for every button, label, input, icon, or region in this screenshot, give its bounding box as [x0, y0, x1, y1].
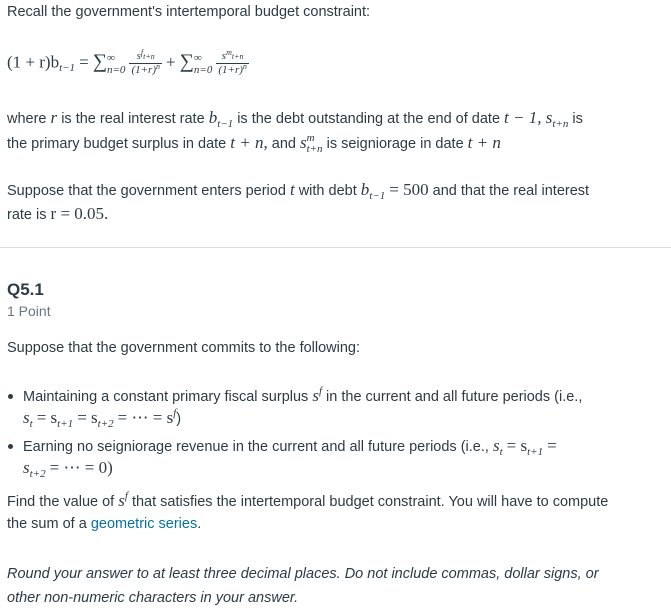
rounding-note-line-2: other non-numeric characters in your answer.	[7, 590, 299, 606]
fraction-fiscal: $\frac{s^ft+n}{(1+r)^n}$	[131, 48, 160, 76]
rounding-note-line-1: Round your answer to at least three decimal places. Do not include commas, dollar signs, or	[7, 566, 599, 582]
bullet-2-line-1: Earning no seigniorage revenue in the current and all future periods (i.e., $s_t = s_{t+1}$ =	[23, 436, 557, 458]
bullet-dot	[8, 394, 13, 399]
setup-line-1: Suppose that the government enters period t with debt $b_{t-1} = 500$ and that the real interest	[7, 180, 590, 202]
eq-lhs: (1 + r)b	[7, 52, 60, 72]
question-title: Q5.1	[7, 280, 44, 299]
bullet-dot	[8, 444, 13, 449]
intro-text: Recall the government's intertemporal budget constraint:	[7, 4, 371, 20]
question-prompt: Suppose that the government commits to the following:	[7, 340, 361, 356]
budget-constraint-equation: $(1 + r)b_{t-1}$ = ∑ ∞ n=0 $\frac{s^ft+n}{(1+r)^n}$ + ∑ ∞ n=0 $\frac{s^mt+n}{(1+r)^n}$	[7, 48, 247, 76]
fraction-seigniorage: $\frac{s^mt+n}{(1+r)^n}$	[218, 48, 247, 76]
geometric-series-link[interactable]: geometric series	[90, 516, 198, 532]
bullet-2-line-2: $s_{t+2}$ = ⋯ = 0)	[23, 458, 113, 480]
sum-symbol: ∑	[92, 50, 107, 73]
definitions-line-2: the primary budget surplus in date t + n, and $s^m_{t+n}$ is seigniorage in date t + n	[7, 132, 501, 155]
bullet-1-line-2: $s_t = s_{t+1} = s_{t+2}$ = ⋯ = $s^f$)	[23, 407, 182, 430]
question-points: 1 Point	[7, 303, 51, 319]
setup-line-2: rate is r = 0.05.	[7, 204, 109, 223]
bullet-1-line-1: Maintaining a constant primary fiscal surplus $s^f$ in the current and all future periods (i.e.,	[23, 385, 583, 405]
section-divider	[0, 247, 671, 248]
find-line-1: Find the value of $s^f$ that satisfies the intertemporal budget constraint. You will have to compute	[7, 490, 609, 510]
definitions-line-1: where r is the real interest rate $b_{t-1}$ is the debt outstanding at the end of date t − 1, $s_{t+n}$ is	[7, 108, 583, 130]
find-line-2: the sum of a geometric series.	[7, 516, 202, 532]
